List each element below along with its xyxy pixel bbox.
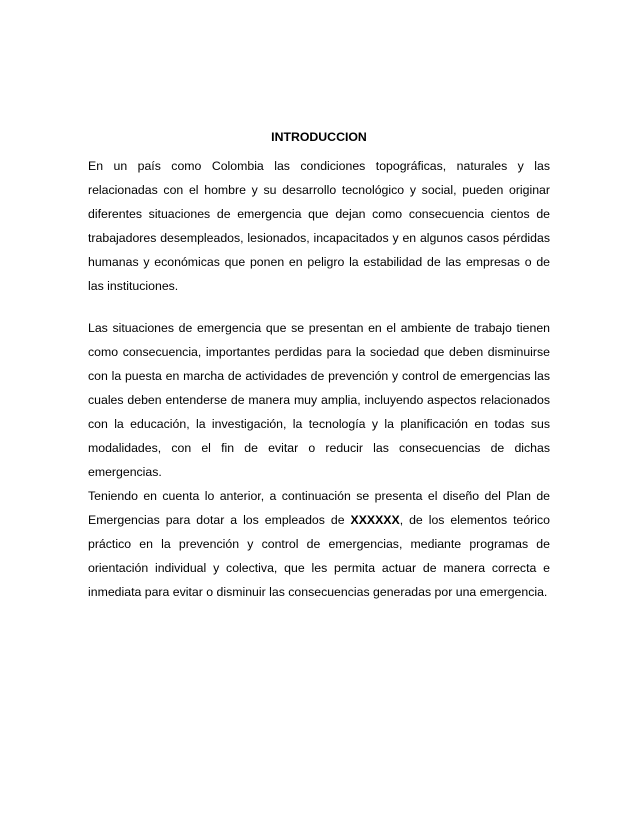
body-section-1 [88,154,550,298]
page-title: INTRODUCCION [271,130,367,144]
paragraph-1: En un país como Colombia las condiciones topográficas, naturales y las relacionadas con el hombre y su desarrollo tecnológico y social, pueden originar diferentes situaciones de emergencia que dejan como consecuencia cientos de trabajadores desempleados, lesionados, incapacitados y en algunos casos pérdidas humanas y económicas que ponen en peligro la estabilidad de las empresas o de las instituciones. [88,159,550,293]
organization-placeholder: XXXXXX [350,513,400,527]
paragraph-3-text-after: , de los elementos teórico práctico en la prevención y control de emergencias, mediante programas de orientación individual y colectiva, que les permita actuar de manera correcta e inmediata para evitar o disminuir las consecuencias generadas por una emergencia. [88,513,551,599]
paragraph-3 [88,484,550,604]
paragraph-3-text-before: Teniendo en cuenta lo anterior, a continuación se presenta el diseño del Plan de Emergencias para dotar a los empleados de [88,489,550,527]
paragraph-2: Las situaciones de emergencia que se presentan en el ambiente de trabajo tienen como consecuencia, importantes perdidas para la sociedad que deben disminuirse con la puesta en marcha de actividades de prevención y control de emergencias las cuales deben entenderse de manera muy amplia, incluyendo aspectos relacionados con la educación, la investigación, la tecnología y la planificación en todas sus modalidades, con el fin de evitar o reducir las consecuencias de dichas emergencias. [88,321,550,479]
body-section-2 [88,316,550,604]
